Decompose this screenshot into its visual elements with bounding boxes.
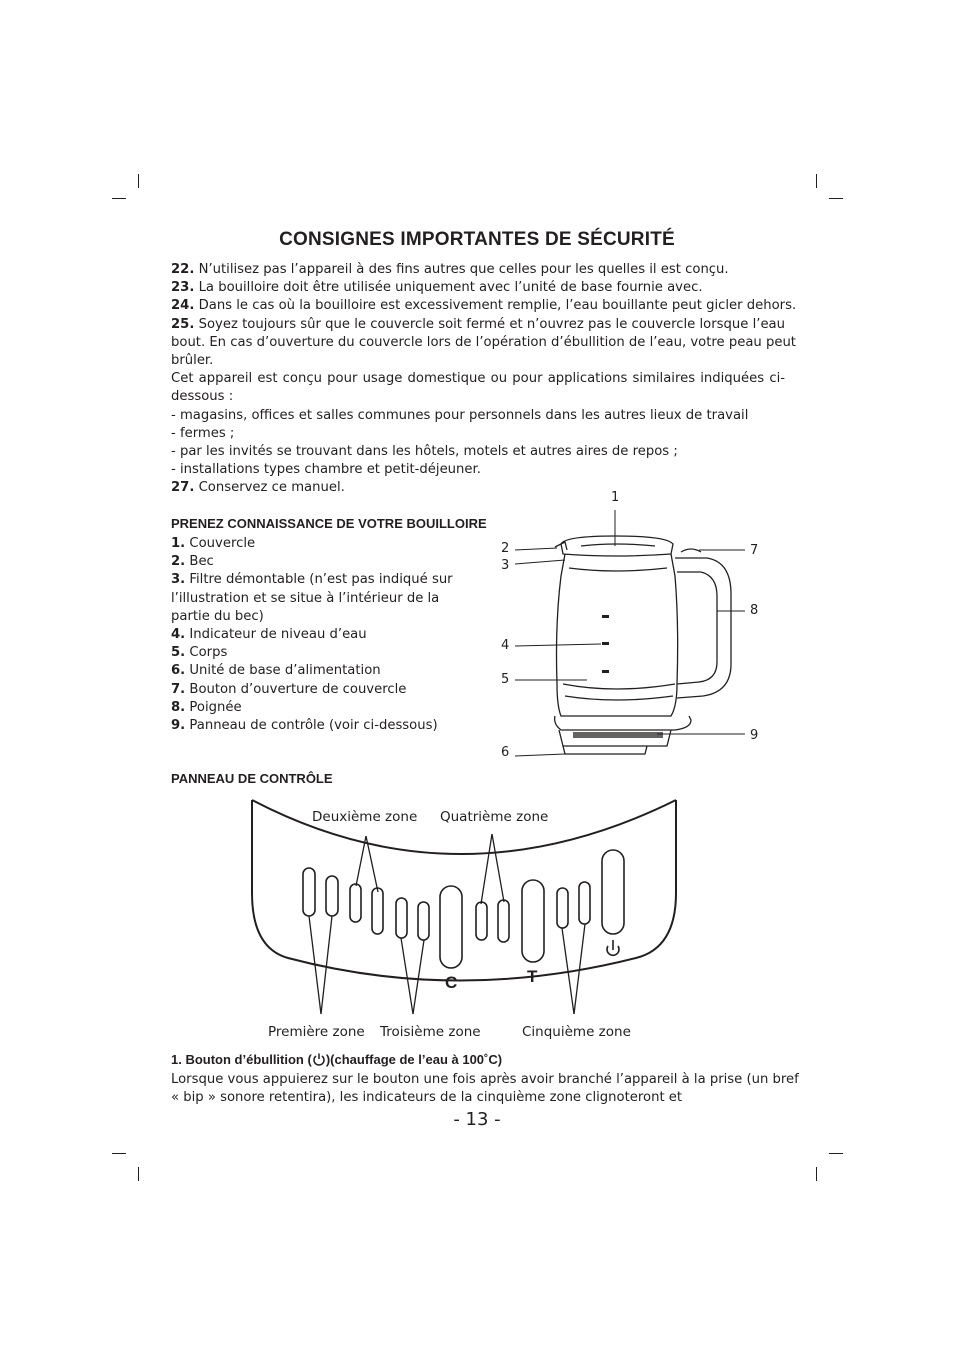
list-item: 7. Bouton d’ouverture de couvercle (171, 681, 407, 697)
crop-mark (829, 1153, 843, 1154)
safety-list (171, 261, 797, 498)
zone-4-label: Quatrième zone (440, 809, 549, 825)
zone-5-label: Cinquième zone (522, 1024, 631, 1040)
bullet-item: - fermes ; (171, 425, 235, 441)
crop-mark (829, 198, 843, 199)
crop-mark (112, 198, 126, 199)
page-number: - 13 - (453, 1109, 501, 1130)
list-item: 8. Poignée (171, 699, 242, 715)
list-item: 9. Panneau de contrôle (voir ci-dessous) (171, 718, 438, 734)
boil-button-heading: 1. Bouton d’ébullition ( )(chauffage de l’eau à 100˚C) (171, 1052, 503, 1067)
list-item: 6. Unité de base d’alimentation (171, 663, 381, 679)
callout-6: 6 (501, 745, 510, 760)
parts-heading: PRENEZ CONNAISSANCE DE VOTRE BOUILLOIRE (171, 516, 487, 531)
callout-8: 8 (750, 603, 759, 618)
domestic-use-paragraph: Cet appareil est conçu pour usage domestique ou pour applications similaires indiquées ci- dessous : - magasins, offices et salles communes pour personnels dans les autres lieux de travail - fermes ; - par les invités se trouvant dans les hôtels, motels et autres aires de repos ; - installations types chambre et petit-déjeuner. (171, 370, 785, 479)
callout-7: 7 (750, 543, 759, 558)
crop-mark (816, 174, 817, 188)
crop-mark (138, 174, 139, 188)
list-item: 4. Indicateur de niveau d’eau (171, 627, 367, 643)
callout-9: 9 (750, 728, 759, 743)
list-item: 22. N’utilisez pas l’appareil à des fins autres que celles pour les quelles il est conçu. (171, 262, 729, 277)
list-item: 1. Couvercle (171, 536, 256, 551)
list-item: 5. Corps (171, 645, 228, 661)
zone-2-label: Deuxième zone (312, 809, 418, 825)
callout-2: 2 (501, 541, 510, 556)
list-item: 27. Conservez ce manuel. (171, 480, 345, 496)
callout-4: 4 (501, 638, 510, 653)
callout-5: 5 (501, 672, 510, 687)
panel-heading: PANNEAU DE CONTRÔLE (171, 771, 333, 786)
control-panel-diagram (248, 798, 680, 1042)
bullet-item: - par les invités se trouvant dans les hôtels, motels et autres aires de repos ; (171, 444, 678, 460)
kettle-diagram (495, 484, 765, 774)
parts-list (171, 535, 461, 735)
c-button-label: C (445, 973, 458, 992)
list-item: 24. Dans le cas où la bouilloire est excessivement remplie, l’eau bouillante peut gicler dehors. (171, 298, 797, 314)
list-item: 3. Filtre démontable (n’est pas indiqué sur l’illustration et se situe à l’intérieur de la partie du bec) (171, 572, 453, 624)
crop-mark (138, 1167, 139, 1181)
callout-1: 1 (611, 490, 620, 505)
zone-3-label: Troisième zone (380, 1024, 481, 1040)
crop-mark (112, 1153, 126, 1154)
list-item: 2. Bec (171, 554, 214, 570)
list-item: 25. Soyez toujours sûr que le couvercle soit fermé et n’ouvrez pas le couvercle lorsque l’eau bout. En cas d’ouverture du couvercle lors de l’opération d’ébullition de l’eau, votre peau peut brûler. (171, 316, 796, 369)
bullet-item: - installations types chambre et petit-déjeuner. (171, 462, 481, 478)
crop-mark (816, 1167, 817, 1181)
boil-button-description: Lorsque vous appuierez sur le bouton une fois après avoir branché l’appareil à la prise (un bref « bip » sonore retentira), les indicateurs de la cinquième zone clignoteront et (171, 1072, 799, 1106)
power-icon (312, 1052, 326, 1066)
callout-3: 3 (501, 558, 510, 573)
bullet-item: - magasins, offices et salles communes pour personnels dans les autres lieux de travail (171, 407, 749, 423)
zone-1-label: Première zone (268, 1024, 365, 1040)
list-item: 23. La bouilloire doit être utilisée uniquement avec l’unité de base fournie avec. (171, 280, 703, 296)
t-button-label: T (527, 967, 538, 986)
page-title: CONSIGNES IMPORTANTES DE SÉCURITÉ (279, 229, 675, 250)
